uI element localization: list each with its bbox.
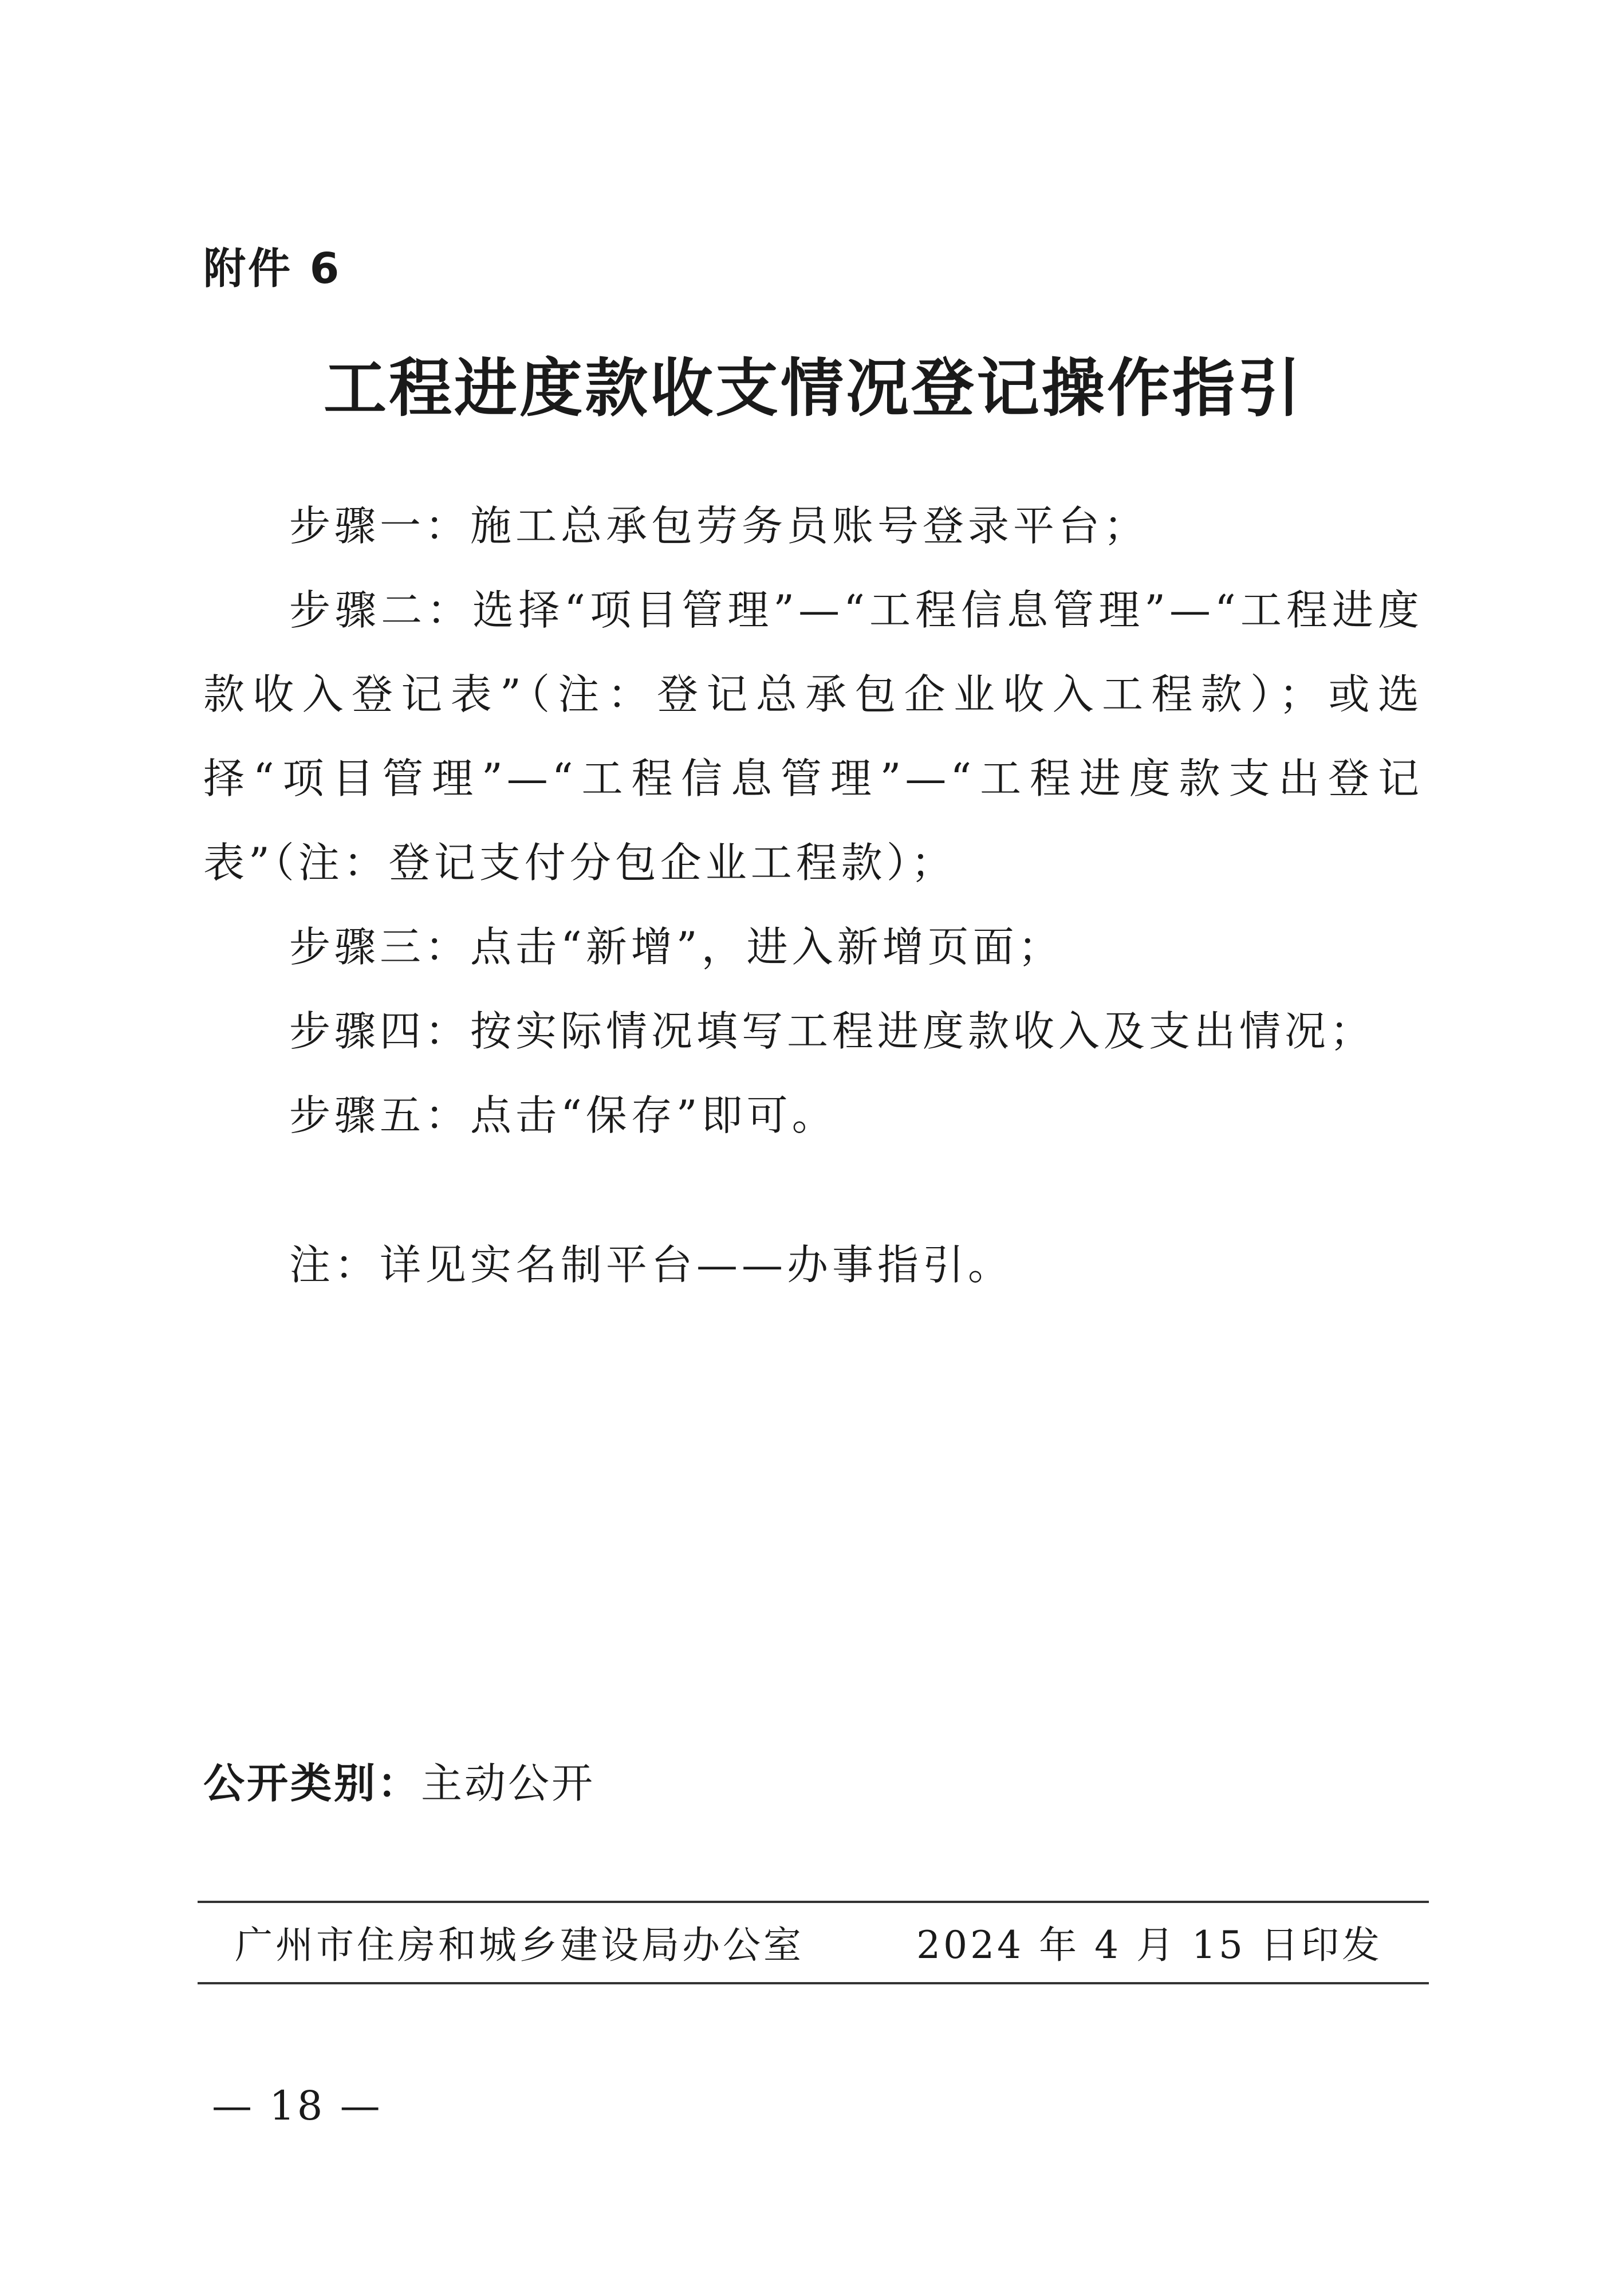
issue-date: 2024 年 4 月 15 日印发 [916, 1923, 1382, 1967]
steps-body [203, 484, 1423, 1158]
footer-top-rule [198, 1901, 1429, 1903]
disclosure-value: 主动公开 [421, 1759, 596, 1807]
page-number: — 18 — [212, 2082, 383, 2129]
disclosure-label: 公开类别： [203, 1759, 421, 1807]
step-three: 步骤三：点击“新增”，进入新增页面； [289, 923, 1063, 971]
step-two: 步骤二：选择“项目管理”—“工程信息管理”—“工程进度款收入登记表”（注：登记总承包企业收入工程款）；或选择“项目管理”—“工程信息管理”—“工程进度款支出登记表”（注：登记支付分包企业工程款）； [203, 586, 1423, 887]
page-title: 工程进度款收支情况登记操作指引 [324, 352, 1303, 425]
step-five: 步骤五：点击“保存”即可。 [289, 1091, 837, 1139]
step-one: 步骤一：施工总承包劳务员账号登录平台； [289, 502, 1149, 550]
disclosure-category [203, 1750, 595, 1810]
attachment-label: 附件 6 [203, 244, 342, 293]
step-four: 步骤四：按实际情况填写工程进度款收入及支出情况； [289, 1007, 1376, 1055]
note-text: 注：详见实名制平台——办事指引。 [289, 1241, 1014, 1289]
issuer-name: 广州市住房和城乡建设局办公室 [235, 1923, 804, 1967]
footer-bottom-rule [198, 1982, 1429, 1984]
